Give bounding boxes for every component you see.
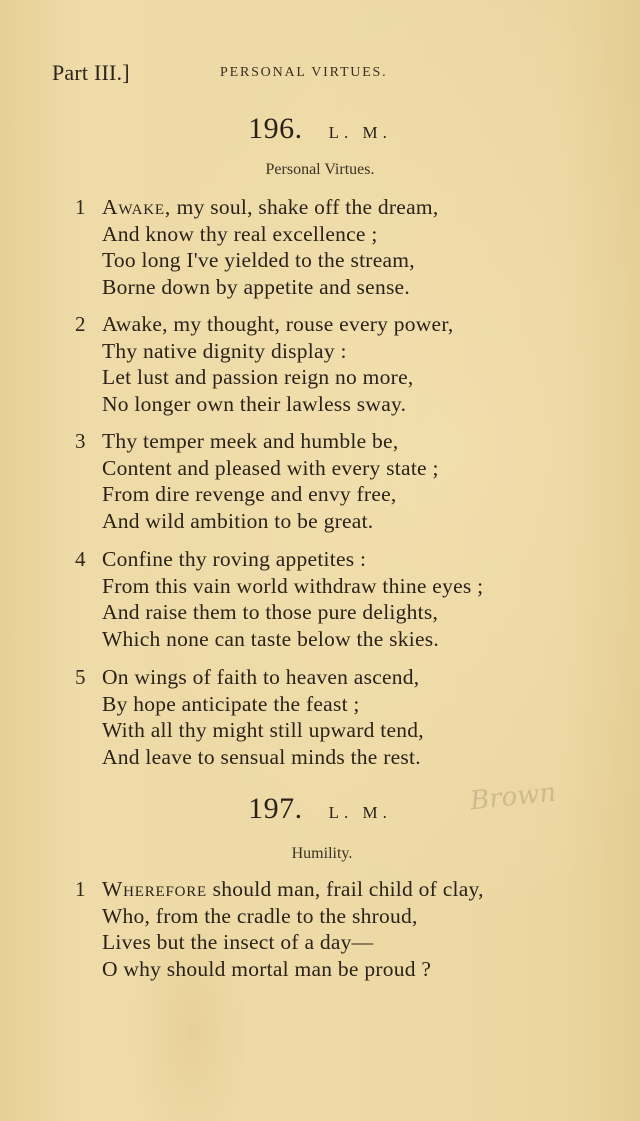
- hymn-meter: L. M.: [328, 123, 392, 142]
- hymn-196-subject: Personal Virtues.: [265, 161, 375, 178]
- stanza-number: 1: [75, 877, 86, 901]
- hymn-197-subject: Humility.: [291, 845, 353, 862]
- section-title: PERSONAL VIRTUES.: [220, 65, 388, 80]
- verse-line: Content and pleased with every state ;: [102, 455, 439, 480]
- first-word-smallcaps: Wherefore: [102, 877, 207, 901]
- verse-line: Borne down by appetite and sense.: [102, 274, 410, 299]
- stanza-number: 2: [75, 312, 86, 336]
- verse-line: O why should mortal man be proud ?: [102, 956, 432, 981]
- verse-line: Lives but the insect of a day—: [102, 930, 374, 954]
- verse-line: By hope anticipate the feast ;: [102, 691, 360, 716]
- verse-line: On wings of faith to heaven ascend,: [102, 665, 420, 689]
- hymn-meter: L. M.: [328, 803, 392, 822]
- stanza-number: 4: [75, 547, 86, 571]
- verse-line: Let lust and passion reign no more,: [102, 365, 414, 389]
- verse-line: Which none can taste below the skies.: [102, 626, 440, 651]
- hymn-number: 196.: [248, 112, 303, 145]
- verse-line: Thy native dignity display :: [102, 338, 347, 363]
- verse-line: Too long I've yielded to the stream,: [102, 248, 415, 272]
- verse-line: And wild ambition to be great.: [102, 508, 374, 533]
- first-line-rest: should man, frail child of clay,: [207, 877, 484, 901]
- verse-line: No longer own their lawless sway.: [102, 391, 407, 416]
- stanza-number: 3: [75, 429, 86, 453]
- first-line-rest: my soul, shake off the dream,: [171, 195, 439, 219]
- hymn-196-heading: [0, 112, 640, 146]
- verse-line: From dire revenge and envy free,: [102, 482, 397, 506]
- verse-line: Confine thy roving appetites :: [102, 547, 367, 571]
- first-word-smallcaps: Awake,: [102, 195, 172, 219]
- part-label: Part III.]: [52, 60, 130, 85]
- verse-line: [102, 194, 438, 221]
- verse-line: Who, from the cradle to the shroud,: [102, 903, 418, 928]
- verse-line: And raise them to those pure delights,: [102, 600, 439, 624]
- running-head: [52, 60, 592, 90]
- verse-line: And leave to sensual minds the rest.: [102, 744, 421, 769]
- handwritten-pencil-annotation: Brown: [468, 777, 558, 817]
- verse-line: Awake, my thought, rouse every power,: [102, 312, 454, 336]
- stanza-number: 5: [75, 665, 86, 689]
- verse-line: With all thy might still upward tend,: [102, 718, 424, 742]
- hymn-number: 197.: [248, 792, 303, 825]
- verse-line: [102, 876, 484, 903]
- verse-line: And know thy real excellence ;: [102, 221, 378, 246]
- stanza-number: 1: [75, 195, 86, 219]
- verse-line: From this vain world withdraw thine eyes ;: [102, 573, 484, 598]
- verse-line: Thy temper meek and humble be,: [102, 429, 399, 453]
